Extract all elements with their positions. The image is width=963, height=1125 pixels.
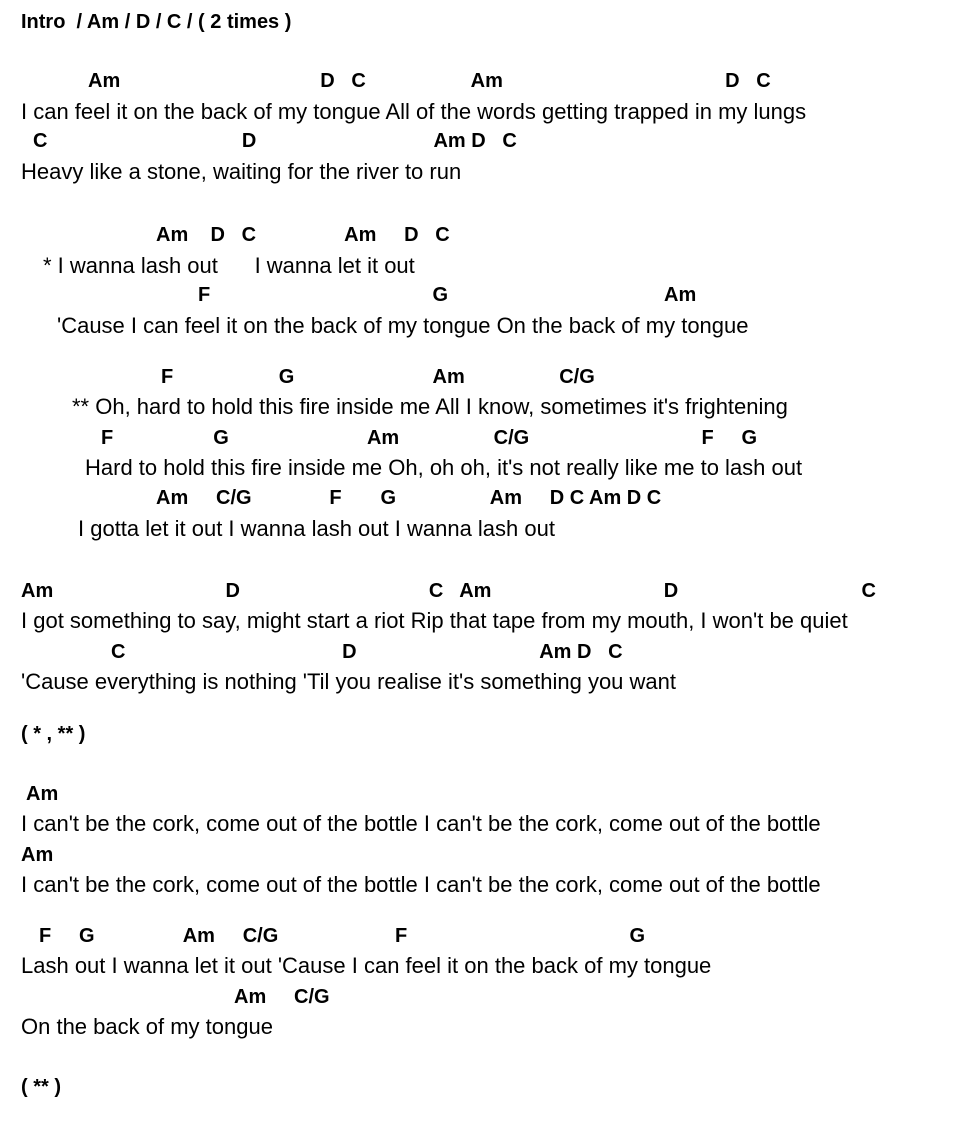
lyric-line: I can feel it on the back of my tongue All of the words getting trapped in my lungs bbox=[21, 99, 807, 124]
lyric-line: 'Cause everything is nothing 'Til you realise it's something you want bbox=[21, 669, 677, 694]
repeat-marker: ( * , ** ) bbox=[21, 723, 86, 745]
lyric-line: 'Cause I can feel it on the back of my tongue On the back of my tongue bbox=[57, 313, 749, 338]
lyric-line: Hard to hold this fire inside me Oh, oh oh, it's not really like me to lash out bbox=[85, 455, 803, 480]
chord-line: C D Am D C bbox=[111, 641, 623, 663]
lyric-line: * I wanna lash out I wanna let it out bbox=[43, 253, 415, 278]
lyric-line: On the back of my tongue bbox=[21, 1014, 273, 1039]
intro-line: Intro / Am / D / C / ( 2 times ) bbox=[21, 11, 292, 33]
chord-line: Am bbox=[26, 783, 59, 805]
chord-line: Am D C Am D C bbox=[156, 224, 450, 246]
chord-line: F G Am C/G bbox=[161, 366, 595, 388]
chord-line: F G Am bbox=[198, 284, 697, 306]
chord-line: F G Am C/G F G bbox=[39, 925, 646, 947]
lyric-line: ** Oh, hard to hold this fire inside me All I know, sometimes it's frightening bbox=[72, 394, 788, 419]
lyric-line: I gotta let it out I wanna lash out I wanna lash out bbox=[78, 516, 555, 541]
chord-line: C D Am D C bbox=[33, 130, 517, 152]
lyric-line: I can't be the cork, come out of the bottle I can't be the cork, come out of the bottle bbox=[21, 811, 821, 836]
lyric-line: Lash out I wanna let it out 'Cause I can feel it on the back of my tongue bbox=[21, 953, 712, 978]
repeat-marker: ( ** ) bbox=[21, 1076, 61, 1098]
chord-line: F G Am C/G F G bbox=[101, 427, 758, 449]
lyric-line: Heavy like a stone, waiting for the river to run bbox=[21, 159, 462, 184]
chord-line: Am D C Am D C bbox=[88, 70, 771, 92]
chord-line: Am C/G F G Am D C Am D C bbox=[156, 487, 662, 509]
lyric-line: I got something to say, might start a riot Rip that tape from my mouth, I won't be quiet bbox=[21, 608, 848, 633]
chord-line: Am D C Am D C bbox=[21, 580, 876, 602]
chord-line: Am C/G bbox=[234, 986, 330, 1008]
chord-line: Am bbox=[21, 844, 54, 866]
lyric-line: I can't be the cork, come out of the bottle I can't be the cork, come out of the bottle bbox=[21, 872, 821, 897]
